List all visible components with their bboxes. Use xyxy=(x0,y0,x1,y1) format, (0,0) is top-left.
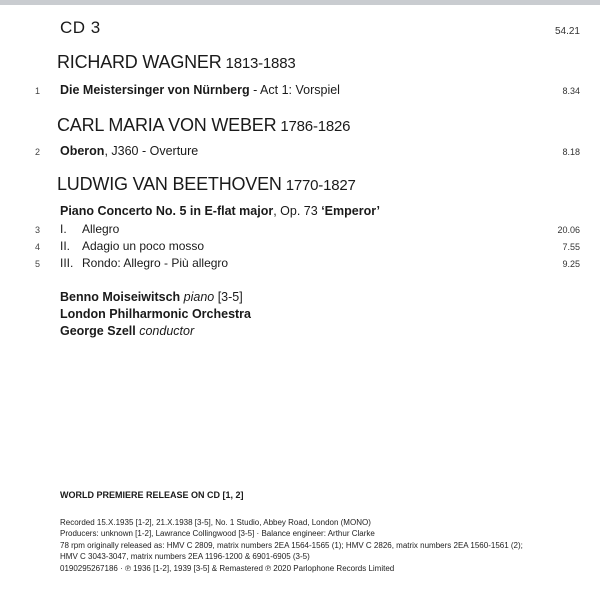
movement-number: III. xyxy=(60,256,74,270)
movement-number: I. xyxy=(60,222,67,236)
work-detail: - Act 1: Vorspiel xyxy=(249,83,340,97)
credit-line: 0190295267186 · ℗ 1936 [1-2], 1939 [3-5] & Remastered ℗ 2020 Parlophone Records Limited xyxy=(60,563,395,573)
track-duration: 9.25 xyxy=(562,259,580,269)
composer-heading xyxy=(57,52,295,73)
performer-line xyxy=(60,290,243,304)
work-title: Die Meistersinger von Nürnberg xyxy=(60,83,250,97)
movement-title: Adagio un poco mosso xyxy=(82,239,205,253)
performer-role: piano xyxy=(183,290,215,304)
track-duration: 7.55 xyxy=(562,242,580,252)
movement-title: Allegro xyxy=(82,222,120,236)
composer-name: CARL MARIA VON WEBER xyxy=(57,115,277,135)
release-note: WORLD PREMIERE RELEASE ON CD [1, 2] xyxy=(60,490,244,500)
composer-name: RICHARD WAGNER xyxy=(57,52,222,72)
work-opus: , Op. 73 xyxy=(273,204,322,218)
performer-name: Benno Moiseiwitsch xyxy=(60,290,181,304)
performer-tracks: [3-5] xyxy=(214,290,243,304)
composer-heading xyxy=(57,174,356,195)
work-title: Piano Concerto No. 5 in E-flat major xyxy=(60,204,274,218)
track-duration: 20.06 xyxy=(557,225,580,235)
track-number: 2 xyxy=(34,147,40,157)
movement-number: II. xyxy=(60,239,71,253)
credit-line: Recorded 15.X.1935 [1-2], 21.X.1938 [3-5], No. 1 Studio, Abbey Road, London (MONO) xyxy=(60,518,371,527)
performer-name: George Szell xyxy=(60,324,136,338)
composer-heading xyxy=(57,115,350,136)
work-title: Oberon xyxy=(60,144,105,158)
work-heading xyxy=(60,204,380,218)
credits-block xyxy=(60,517,580,574)
work-nickname: ‘Emperor’ xyxy=(321,204,381,218)
track-duration: 8.18 xyxy=(562,147,580,157)
credit-line: HMV C 3043-3047, matrix numbers 2EA 1196-1200 & 6901-6905 (3-5) xyxy=(60,552,310,562)
track-title xyxy=(60,144,198,158)
performer-line xyxy=(60,307,251,321)
credit-line: Producers: unknown [1-2], Lawrance Collingwood [3-5] · Balance engineer: Arthur Clarke xyxy=(60,529,375,539)
credit-line: 78 rpm originally released as: HMV C 2809, matrix numbers 2EA 1564-1565 (1); HMV C 2826, matrix numbers 2EA 1560-1561 (2); xyxy=(60,540,523,550)
top-border xyxy=(0,0,600,5)
track-duration: 8.34 xyxy=(562,86,580,96)
work-detail: , J360 - Overture xyxy=(104,144,199,158)
track-number: 5 xyxy=(34,259,40,269)
composer-dates: 1813-1883 xyxy=(225,55,296,72)
composer-dates: 1786-1826 xyxy=(280,118,351,135)
disc-total-time: 54.21 xyxy=(554,26,580,37)
performer-name: London Philharmonic Orchestra xyxy=(60,307,251,321)
track-title xyxy=(60,83,340,97)
track-number: 3 xyxy=(34,225,40,235)
performer-line xyxy=(60,324,194,338)
disc-title: CD 3 xyxy=(60,18,101,37)
composer-name: LUDWIG VAN BEETHOVEN xyxy=(57,174,282,194)
track-number: 1 xyxy=(34,86,40,96)
movement-title: Rondo: Allegro - Più allegro xyxy=(82,256,229,270)
composer-dates: 1770-1827 xyxy=(285,177,356,194)
performer-role: conductor xyxy=(139,324,195,338)
track-number: 4 xyxy=(34,242,40,252)
